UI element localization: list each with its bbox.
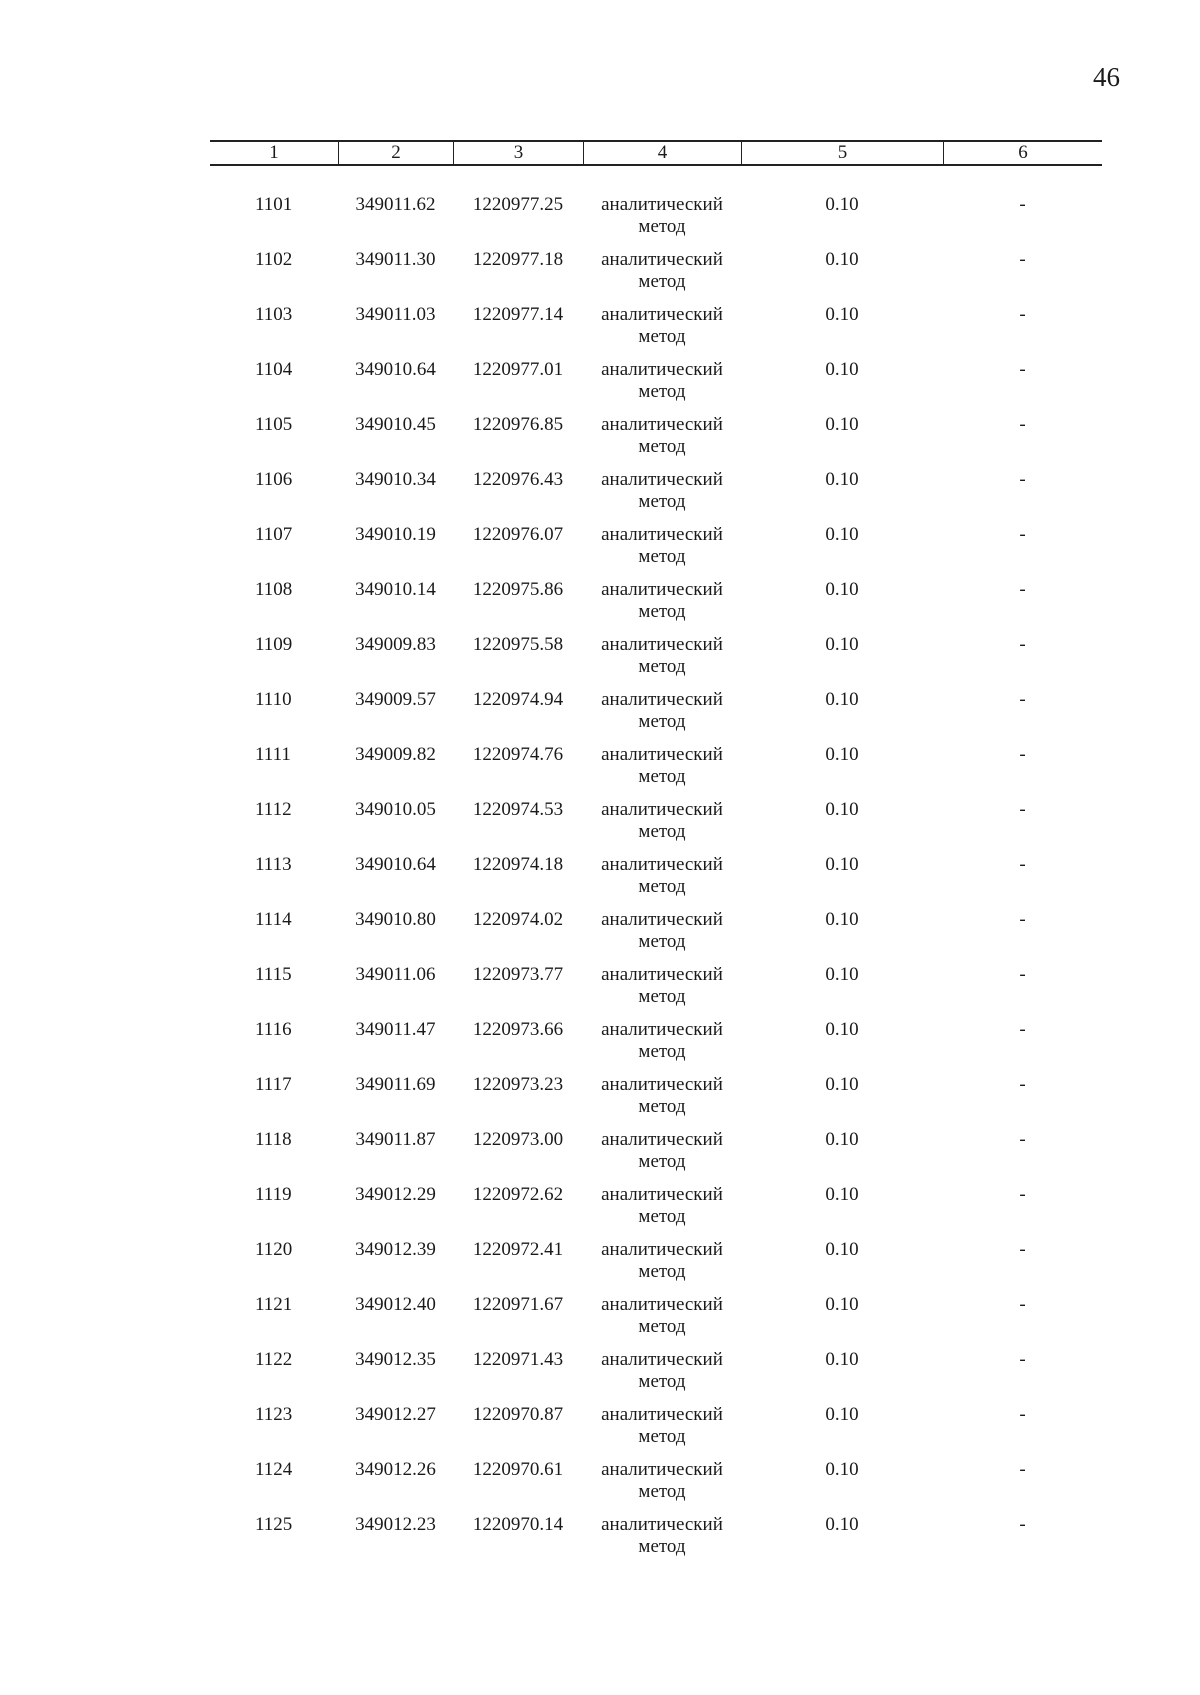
point-number: 1124	[255, 1459, 293, 1480]
y-coordinate: 1220975.86	[472, 579, 564, 600]
note-value: -	[1019, 1404, 1026, 1425]
note-value: -	[1019, 469, 1026, 490]
table-row	[210, 689, 1102, 744]
method-line-2: метод	[638, 271, 686, 292]
y-coordinate: 1220970.87	[472, 1404, 564, 1425]
note-value: -	[1019, 744, 1026, 765]
y-coordinate: 1220974.02	[472, 909, 564, 930]
method-cell	[583, 1459, 741, 1514]
method-line-2: метод	[638, 1481, 686, 1502]
table-row	[210, 1239, 1102, 1294]
y-coordinate: 1220976.43	[472, 469, 564, 490]
x-coordinate: 349009.83	[355, 634, 436, 655]
method-cell	[583, 1514, 741, 1569]
method-line-2: метод	[638, 216, 686, 237]
y-coordinate: 1220977.25	[472, 194, 564, 215]
table-row	[210, 359, 1102, 414]
y-coordinate: 1220972.62	[472, 1184, 564, 1205]
method-cell	[583, 964, 741, 1019]
method-cell	[583, 304, 741, 359]
method-line-2: метод	[638, 1536, 686, 1557]
note-value: -	[1019, 414, 1026, 435]
accuracy-value: 0.10	[825, 634, 859, 655]
point-number: 1121	[255, 1294, 293, 1315]
method-line-1: аналитический	[601, 854, 723, 875]
x-coordinate: 349012.39	[355, 1239, 436, 1260]
y-coordinate: 1220973.23	[472, 1074, 564, 1095]
y-coordinate: 1220973.77	[472, 964, 564, 985]
table-row	[210, 524, 1102, 579]
x-coordinate: 349012.40	[355, 1294, 436, 1315]
note-value: -	[1019, 1239, 1026, 1260]
method-cell	[583, 1294, 741, 1349]
x-coordinate: 349009.57	[355, 689, 436, 710]
table-row	[210, 634, 1102, 689]
method-line-1: аналитический	[601, 414, 723, 435]
point-number: 1123	[255, 1404, 293, 1425]
accuracy-value: 0.10	[825, 744, 859, 765]
y-coordinate: 1220970.14	[472, 1514, 564, 1535]
method-line-2: метод	[638, 986, 686, 1007]
x-coordinate: 349010.64	[355, 359, 436, 380]
method-cell	[583, 469, 741, 524]
point-number: 1108	[255, 579, 293, 600]
x-coordinate: 349011.06	[355, 964, 436, 985]
point-number: 1102	[255, 249, 293, 270]
note-value: -	[1019, 1019, 1026, 1040]
method-cell	[583, 194, 741, 249]
accuracy-value: 0.10	[825, 359, 859, 380]
point-number: 1101	[255, 194, 293, 215]
x-coordinate: 349010.05	[355, 799, 436, 820]
column-header: 3	[453, 142, 583, 164]
note-value: -	[1019, 964, 1026, 985]
method-line-2: метод	[638, 326, 686, 347]
method-cell	[583, 1129, 741, 1184]
point-number: 1125	[255, 1514, 293, 1535]
x-coordinate: 349012.23	[355, 1514, 436, 1535]
method-line-1: аналитический	[601, 1019, 723, 1040]
y-coordinate: 1220973.66	[472, 1019, 564, 1040]
method-line-1: аналитический	[601, 689, 723, 710]
x-coordinate: 349010.34	[355, 469, 436, 490]
column-header: 6	[943, 142, 1102, 164]
table-body	[210, 194, 1102, 1569]
method-line-1: аналитический	[601, 1294, 723, 1315]
x-coordinate: 349011.69	[355, 1074, 436, 1095]
point-number: 1118	[255, 1129, 292, 1150]
method-cell	[583, 1184, 741, 1239]
y-coordinate: 1220976.85	[472, 414, 564, 435]
method-line-2: метод	[638, 656, 686, 677]
accuracy-value: 0.10	[825, 524, 859, 545]
method-line-2: метод	[638, 601, 686, 622]
note-value: -	[1019, 854, 1026, 875]
method-line-2: метод	[638, 876, 686, 897]
point-number: 1110	[255, 689, 292, 710]
method-cell	[583, 1239, 741, 1294]
method-cell	[583, 524, 741, 579]
method-line-2: метод	[638, 1206, 686, 1227]
table-row	[210, 799, 1102, 854]
table-row	[210, 854, 1102, 909]
point-number: 1104	[255, 359, 293, 380]
accuracy-value: 0.10	[825, 964, 859, 985]
point-number: 1106	[255, 469, 293, 490]
method-line-2: метод	[638, 1096, 686, 1117]
y-coordinate: 1220977.14	[472, 304, 564, 325]
point-number: 1113	[255, 854, 292, 875]
method-line-2: метод	[638, 1371, 686, 1392]
method-line-1: аналитический	[601, 469, 723, 490]
x-coordinate: 349010.14	[355, 579, 436, 600]
table-row	[210, 304, 1102, 359]
method-line-1: аналитический	[601, 579, 723, 600]
x-coordinate: 349011.62	[355, 194, 436, 215]
point-number: 1117	[255, 1074, 292, 1095]
table-row	[210, 1404, 1102, 1459]
note-value: -	[1019, 1459, 1026, 1480]
method-line-1: аналитический	[601, 249, 723, 270]
table-row	[210, 469, 1102, 524]
y-coordinate: 1220977.18	[472, 249, 564, 270]
table-row	[210, 249, 1102, 304]
point-number: 1119	[255, 1184, 292, 1205]
coordinates-table	[210, 140, 1102, 1569]
note-value: -	[1019, 249, 1026, 270]
method-cell	[583, 414, 741, 469]
table-row	[210, 1184, 1102, 1239]
point-number: 1120	[255, 1239, 293, 1260]
y-coordinate: 1220976.07	[472, 524, 564, 545]
accuracy-value: 0.10	[825, 249, 859, 270]
accuracy-value: 0.10	[825, 1349, 859, 1370]
table-row	[210, 964, 1102, 1019]
note-value: -	[1019, 1184, 1026, 1205]
x-coordinate: 349012.27	[355, 1404, 436, 1425]
method-line-1: аналитический	[601, 909, 723, 930]
table-row	[210, 1459, 1102, 1514]
column-header: 5	[741, 142, 943, 164]
point-number: 1105	[255, 414, 293, 435]
accuracy-value: 0.10	[825, 909, 859, 930]
page-number: 46	[1093, 62, 1120, 92]
accuracy-value: 0.10	[825, 414, 859, 435]
x-coordinate: 349011.47	[355, 1019, 436, 1040]
method-cell	[583, 1019, 741, 1074]
table-row	[210, 1514, 1102, 1569]
point-number: 1115	[255, 964, 292, 985]
accuracy-value: 0.10	[825, 689, 859, 710]
method-line-1: аналитический	[601, 359, 723, 380]
y-coordinate: 1220977.01	[472, 359, 564, 380]
table-row	[210, 414, 1102, 469]
method-cell	[583, 359, 741, 414]
accuracy-value: 0.10	[825, 469, 859, 490]
point-number: 1111	[255, 744, 291, 765]
method-line-1: аналитический	[601, 1074, 723, 1095]
method-line-2: метод	[638, 821, 686, 842]
accuracy-value: 0.10	[825, 1514, 859, 1535]
note-value: -	[1019, 1349, 1026, 1370]
x-coordinate: 349011.87	[355, 1129, 436, 1150]
accuracy-value: 0.10	[825, 1184, 859, 1205]
table-row	[210, 1294, 1102, 1349]
method-line-2: метод	[638, 1041, 686, 1062]
table-row	[210, 1019, 1102, 1074]
column-header: 1	[269, 142, 279, 163]
method-line-1: аналитический	[601, 964, 723, 985]
x-coordinate: 349012.35	[355, 1349, 436, 1370]
note-value: -	[1019, 1294, 1026, 1315]
point-number: 1109	[255, 634, 293, 655]
note-value: -	[1019, 304, 1026, 325]
method-line-2: метод	[638, 1261, 686, 1282]
table-row	[210, 1349, 1102, 1404]
accuracy-value: 0.10	[825, 1019, 859, 1040]
x-coordinate: 349010.45	[355, 414, 436, 435]
point-number: 1122	[255, 1349, 293, 1370]
accuracy-value: 0.10	[825, 579, 859, 600]
accuracy-value: 0.10	[825, 799, 859, 820]
y-coordinate: 1220974.18	[472, 854, 564, 875]
point-number: 1112	[255, 799, 292, 820]
method-line-1: аналитический	[601, 304, 723, 325]
method-line-1: аналитический	[601, 524, 723, 545]
accuracy-value: 0.10	[825, 1404, 859, 1425]
method-cell	[583, 1404, 741, 1459]
method-cell	[583, 689, 741, 744]
method-line-1: аналитический	[601, 1349, 723, 1370]
method-cell	[583, 579, 741, 634]
point-number: 1114	[255, 909, 292, 930]
method-line-1: аналитический	[601, 1459, 723, 1480]
accuracy-value: 0.10	[825, 194, 859, 215]
method-line-2: метод	[638, 766, 686, 787]
column-header: 4	[583, 142, 741, 164]
method-cell	[583, 909, 741, 964]
note-value: -	[1019, 524, 1026, 545]
x-coordinate: 349009.82	[355, 744, 436, 765]
x-coordinate: 349011.03	[355, 304, 436, 325]
table-row	[210, 1129, 1102, 1184]
y-coordinate: 1220975.58	[472, 634, 564, 655]
note-value: -	[1019, 689, 1026, 710]
method-line-1: аналитический	[601, 744, 723, 765]
method-cell	[583, 854, 741, 909]
note-value: -	[1019, 909, 1026, 930]
accuracy-value: 0.10	[825, 1459, 859, 1480]
y-coordinate: 1220974.76	[472, 744, 564, 765]
method-cell	[583, 1349, 741, 1404]
method-line-2: метод	[638, 931, 686, 952]
note-value: -	[1019, 1514, 1026, 1535]
table-row	[210, 1074, 1102, 1129]
x-coordinate: 349011.30	[355, 249, 436, 270]
accuracy-value: 0.10	[825, 304, 859, 325]
point-number: 1103	[255, 304, 293, 325]
method-cell	[583, 634, 741, 689]
accuracy-value: 0.10	[825, 854, 859, 875]
column-header: 2	[338, 142, 453, 164]
method-line-2: метод	[638, 1316, 686, 1337]
note-value: -	[1019, 634, 1026, 655]
table-row	[210, 744, 1102, 799]
method-line-1: аналитический	[601, 634, 723, 655]
method-line-1: аналитический	[601, 1514, 723, 1535]
method-cell	[583, 1074, 741, 1129]
table-header	[210, 140, 1102, 166]
note-value: -	[1019, 1129, 1026, 1150]
table-row	[210, 194, 1102, 249]
method-line-1: аналитический	[601, 1184, 723, 1205]
y-coordinate: 1220974.94	[472, 689, 564, 710]
note-value: -	[1019, 194, 1026, 215]
method-line-2: метод	[638, 711, 686, 732]
method-line-1: аналитический	[601, 1404, 723, 1425]
note-value: -	[1019, 579, 1026, 600]
y-coordinate: 1220973.00	[472, 1129, 564, 1150]
method-line-2: метод	[638, 546, 686, 567]
x-coordinate: 349012.26	[355, 1459, 436, 1480]
point-number: 1107	[255, 524, 293, 545]
method-line-2: метод	[638, 1151, 686, 1172]
method-line-2: метод	[638, 1426, 686, 1447]
note-value: -	[1019, 359, 1026, 380]
accuracy-value: 0.10	[825, 1294, 859, 1315]
method-line-2: метод	[638, 491, 686, 512]
method-line-1: аналитический	[601, 799, 723, 820]
method-line-1: аналитический	[601, 1129, 723, 1150]
point-number: 1116	[255, 1019, 292, 1040]
y-coordinate: 1220971.67	[472, 1294, 564, 1315]
y-coordinate: 1220974.53	[472, 799, 564, 820]
method-cell	[583, 744, 741, 799]
y-coordinate: 1220970.61	[472, 1459, 564, 1480]
accuracy-value: 0.10	[825, 1074, 859, 1095]
method-cell	[583, 249, 741, 304]
accuracy-value: 0.10	[825, 1129, 859, 1150]
table-row	[210, 909, 1102, 964]
note-value: -	[1019, 1074, 1026, 1095]
x-coordinate: 349010.19	[355, 524, 436, 545]
method-line-2: метод	[638, 381, 686, 402]
y-coordinate: 1220971.43	[472, 1349, 564, 1370]
x-coordinate: 349010.64	[355, 854, 436, 875]
method-line-1: аналитический	[601, 194, 723, 215]
method-line-1: аналитический	[601, 1239, 723, 1260]
x-coordinate: 349010.80	[355, 909, 436, 930]
x-coordinate: 349012.29	[355, 1184, 436, 1205]
method-line-2: метод	[638, 436, 686, 457]
accuracy-value: 0.10	[825, 1239, 859, 1260]
table-row	[210, 579, 1102, 634]
method-cell	[583, 799, 741, 854]
y-coordinate: 1220972.41	[472, 1239, 564, 1260]
note-value: -	[1019, 799, 1026, 820]
